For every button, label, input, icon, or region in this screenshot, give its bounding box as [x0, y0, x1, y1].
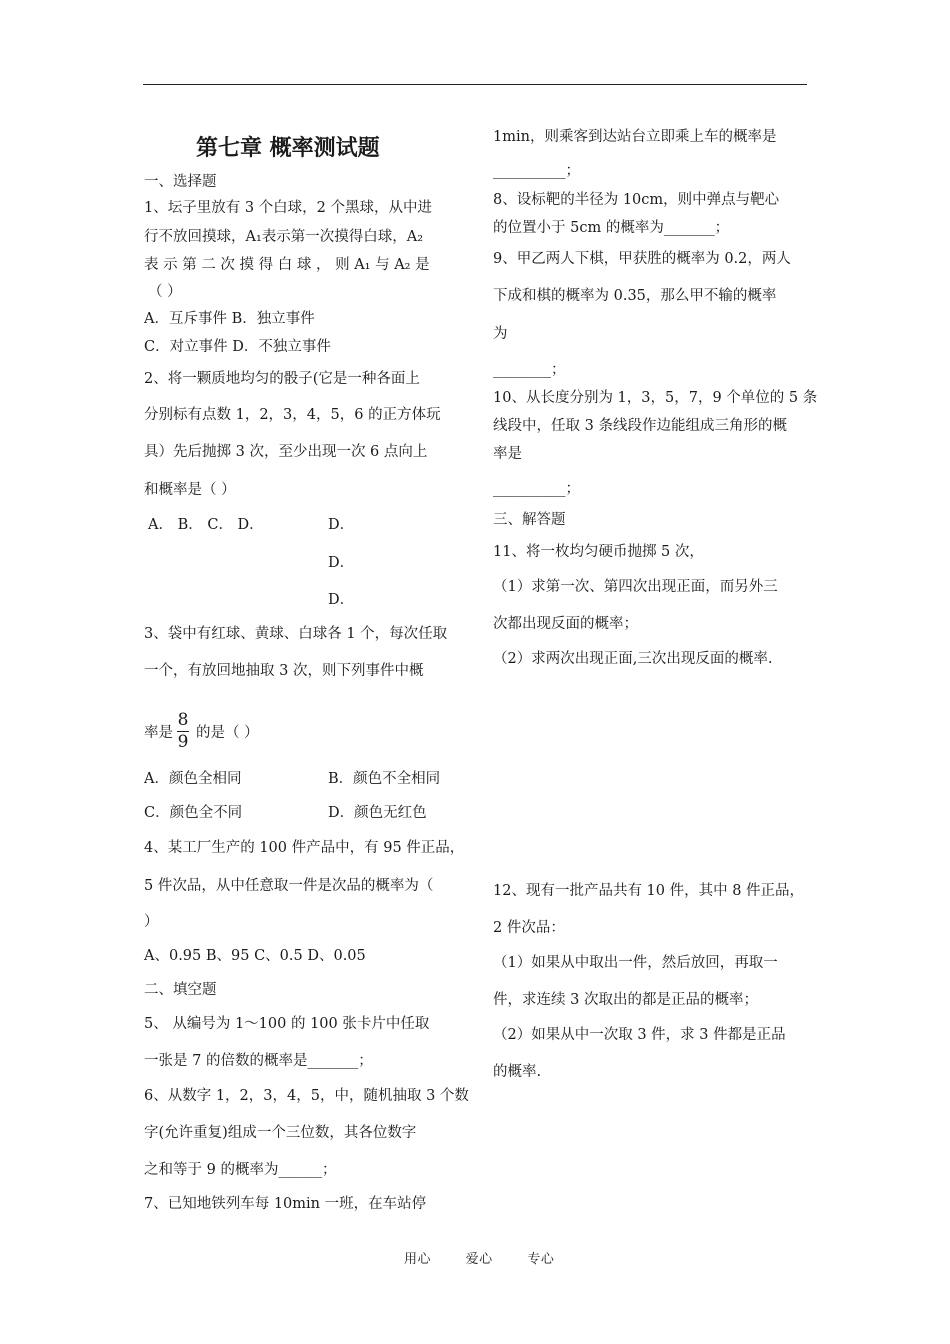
question-4-line: 5 件次品，从中任意取一件是次品的概率为（ — [144, 878, 434, 894]
question-11-part-2: （2）求两次出现正面,三次出现反面的概率. — [493, 651, 773, 667]
question-2-option-d: D． — [328, 555, 355, 571]
question-3-line: 率是 — [144, 725, 173, 741]
question-8-line: 8、设标靶的半径为 10cm，则中弹点与靶心 — [493, 192, 780, 208]
question-12-line: 12、现有一批产品共有 10 件，其中 8 件正品， — [493, 883, 805, 899]
question-1-line: 表 示 第 二 次 摸 得 白 球 ， 则 A₁ 与 A₂ 是 — [144, 257, 430, 273]
question-1-line: 1、坛子里放有 3 个白球，2 个黑球，从中进 — [144, 200, 433, 216]
question-4-options: A、0.95 B、95 C、0.5 D、0.05 — [144, 948, 366, 964]
question-8-line: 的位置小于 5cm 的概率为_______； — [493, 220, 730, 236]
question-10-line: 10、从长度分别为 1，3，5，7，9 个单位的 5 条 — [493, 390, 818, 406]
question-6-line: 之和等于 9 的概率为______； — [144, 1162, 337, 1178]
footer-word: 用心 — [404, 1252, 432, 1267]
question-5-line: 5、 从编号为 1～100 的 100 张卡片中任取 — [144, 1016, 430, 1032]
section-heading-fill: 二、填空题 — [144, 982, 217, 998]
page-footer — [404, 1248, 584, 1267]
section-heading-answer: 三、解答题 — [493, 512, 566, 528]
question-1-line: （ ） — [148, 284, 182, 300]
fraction-numerator: 8 — [177, 710, 189, 730]
question-3-option-c: C．颜色全不同 — [144, 805, 243, 821]
fraction-denominator: 9 — [177, 732, 189, 752]
footer-word: 爱心 — [465, 1252, 493, 1267]
question-7-line: 7、已知地铁列车每 10min 一班，在车站停 — [144, 1196, 427, 1212]
question-1-options: C．对立事件 D．不独立事件 — [144, 339, 331, 355]
fraction-8-9 — [177, 711, 189, 752]
question-9-line: 下成和棋的概率为 0.35，那么甲不输的概率 — [493, 288, 777, 304]
question-7-blank: __________； — [493, 163, 580, 179]
question-2-line: 分别标有点数 1，2，3，4，5，6 的正方体玩 — [144, 407, 441, 423]
question-3-option-d: D．颜色无红色 — [328, 805, 427, 821]
question-3-option-a: A．颜色全相同 — [144, 771, 242, 787]
question-10-line: 线段中，任取 3 条线段作边能组成三角形的概 — [493, 418, 787, 434]
question-3-line: 一个，有放回地抽取 3 次，则下列事件中概 — [144, 663, 424, 679]
question-5-line: 一张是 7 的倍数的概率是_______； — [144, 1053, 373, 1069]
question-2-options: A． B． C． D． — [148, 517, 264, 533]
question-6-line: 字(允许重复)组成一个三位数，其各位数字 — [144, 1125, 417, 1141]
question-9-line: 为 — [493, 326, 508, 342]
question-1-line: 行不放回摸球，A₁表示第一次摸得白球，A₂ — [144, 229, 424, 245]
question-11-line: 11、将一枚均匀硬币抛掷 5 次， — [493, 544, 704, 560]
question-11-part-1: 次都出现反面的概率； — [493, 616, 638, 632]
question-2-line: 2、将一颗质地均匀的骰子(它是一种各面上 — [144, 371, 420, 387]
document-title: 第七章 概率测试题 — [196, 136, 380, 161]
question-2-option-d: D． — [328, 592, 355, 608]
question-12-part-2: （2）如果从中一次取 3 件，求 3 件都是正品 — [493, 1027, 786, 1043]
question-12-part-1: 件，求连续 3 次取出的都是正品的概率； — [493, 992, 758, 1008]
question-4-line: 4、某工厂生产的 100 件产品中，有 95 件正品， — [144, 840, 465, 856]
question-12-part-1: （1）如果从中取出一件，然后放回，再取一 — [493, 955, 778, 971]
question-3-line: 3、袋中有红球、黄球、白球各 1 个，每次任取 — [144, 626, 448, 642]
question-6-line: 6、从数字 1，2，3，4，5，中，随机抽取 3 个数 — [144, 1088, 469, 1104]
header-rule — [143, 84, 807, 85]
question-3-option-b: B．颜色不全相同 — [328, 771, 441, 787]
question-1-options: A．互斥事件 B．独立事件 — [144, 311, 315, 327]
question-2-option-d: D． — [328, 517, 355, 533]
section-heading-choice: 一、选择题 — [144, 174, 217, 190]
question-12-line: 2 件次品： — [493, 920, 565, 936]
question-7-line: 1min，则乘客到达站台立即乘上车的概率是 — [493, 129, 777, 145]
question-2-line: 具）先后抛掷 3 次，至少出现一次 6 点向上 — [144, 444, 428, 460]
question-10-line: 率是 — [493, 446, 522, 462]
question-3-line: 的是（ ） — [196, 725, 259, 741]
question-11-part-1: （1）求第一次、第四次出现正面，而另外三 — [493, 579, 778, 595]
question-2-line: 和概率是（ ） — [144, 482, 236, 498]
question-9-blank: ________； — [493, 362, 566, 378]
question-9-line: 9、甲乙两人下棋，甲获胜的概率为 0.2，两人 — [493, 251, 791, 267]
question-12-part-2: 的概率. — [493, 1064, 542, 1080]
footer-word: 专心 — [527, 1252, 555, 1267]
question-4-line: ） — [144, 914, 159, 930]
question-10-blank: __________； — [493, 481, 580, 497]
